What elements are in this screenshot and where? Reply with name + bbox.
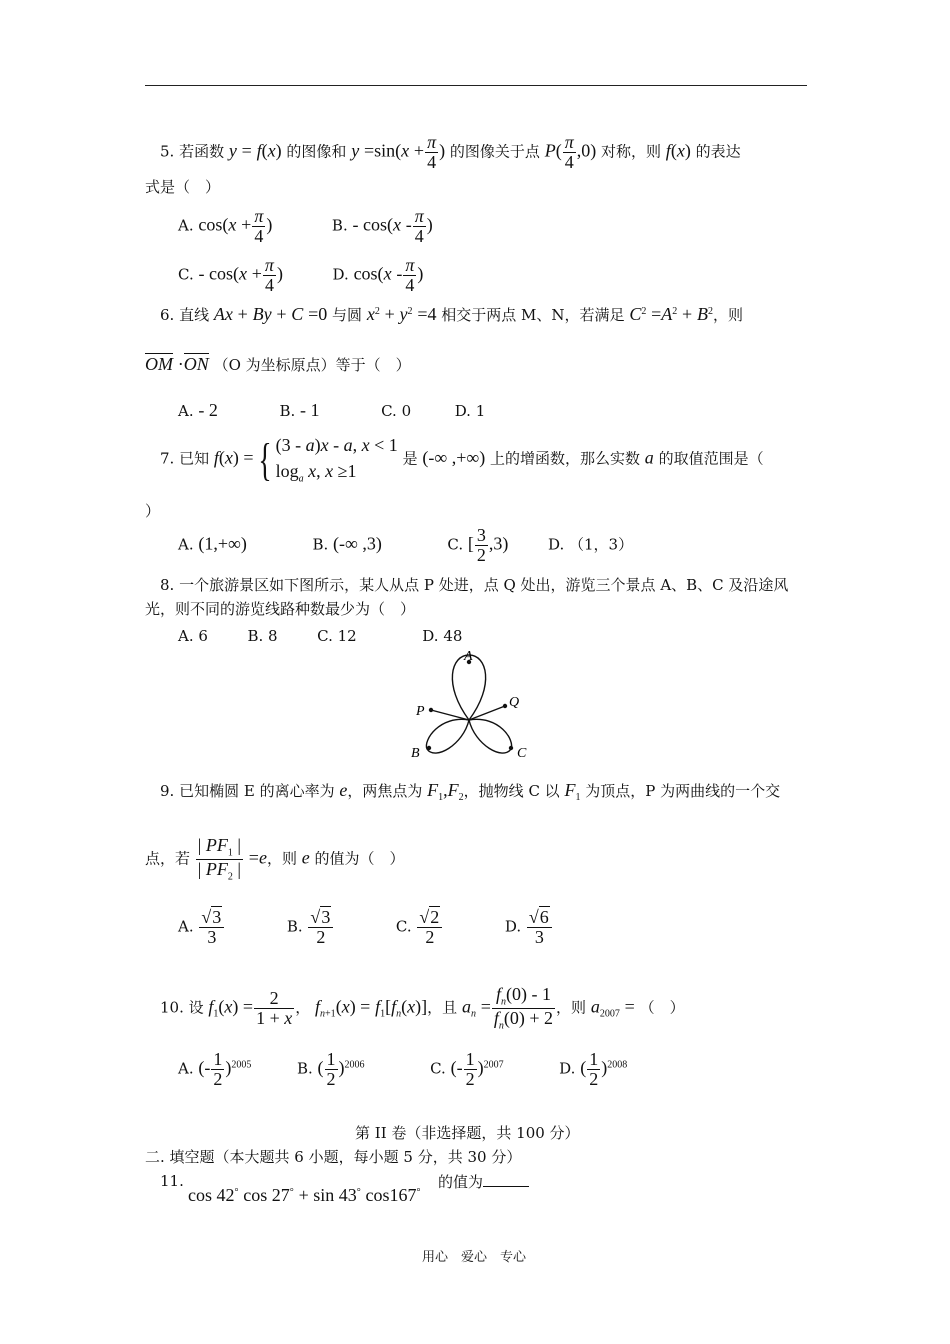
label-q: Q xyxy=(509,695,520,710)
option-c: C. 12 xyxy=(317,627,357,645)
section-2-title: 二. 填空题（本大题共 6 小题，每小题 5 分，共 30 分） xyxy=(145,1148,522,1166)
question-6-line-1: 6. 直线 Ax + By + C =0 与圆 $x^2 + y^2 =4$ 相交于两点 M、N，若满足 $C^2 =A^2 + B^2$，则 xyxy=(160,304,743,324)
option-d: D. xyxy=(332,265,349,284)
option-c: C. xyxy=(447,535,464,554)
label-p: P xyxy=(416,704,425,719)
question-9-line-1: 9. 已知椭圆 E 的离心率为 e，两焦点为 $F_1,F_2$，抛物线 C 以 $F_1$ 为顶点，P 为两曲线的一个交 xyxy=(160,780,781,803)
option-b: B. xyxy=(296,1059,313,1078)
question-9-options: A. $\frac{√3}{3}$ B. $\frac{√3}{2}$ C. $\frac{√2}{2}$ D. $\frac{√6}{3}$ xyxy=(178,908,553,947)
question-6-line-2: OM ·ON （O 为坐标原点）等于（ ） xyxy=(145,354,411,374)
option-d: D. xyxy=(504,917,522,936)
option-a: A. xyxy=(178,535,194,554)
question-10-line-1: 10. 设 $f_1(x)$ = $\frac{2}{1 + x}$ ， $f_{n+1}(x) = f_1[f_n(x)]$，且 $a_n$ = $\frac{f_n(0) - 1}{f_n(0) + 2}$ ，则 $a_{2007}$ = （ ） xyxy=(160,984,685,1032)
question-10-options: A. (- $\frac{1}{2}$ )$^{2005}$ B. ( $\frac{1}{2}$ )$^{2006}$ C. (- $\frac{1}{2}$ )$^{2007}$ D. ( $\frac{1}{2}$ )$^{2008}$ xyxy=(178,1049,628,1089)
question-5-line-1: 5. 若函数 y = f(x) 的图像和 y =sin(x + $\frac{\pi}{4}$ ) 的图像关于点 P( $\frac{\pi}{4}$ ,0) 对称，则 f(x) 的表达 xyxy=(160,132,741,172)
question-5-options-ab: A. cos(x + $\frac{\pi}{4}$ ) B. - cos(x - $\frac{\pi}{4}$ ) xyxy=(178,206,433,246)
answer-blank[interactable] xyxy=(483,1172,529,1187)
option-d: D. xyxy=(559,1059,576,1078)
question-5-line-2: 式是（ ） xyxy=(145,178,221,196)
label-c: C xyxy=(517,746,527,761)
label-a: A xyxy=(464,649,473,664)
option-d: D. （1，3） xyxy=(547,535,634,554)
tourist-route-figure xyxy=(405,645,545,765)
question-11-expression: cos 42° cos 27° + sin 43° cos167° xyxy=(188,1185,421,1205)
question-11-suffix: 的值为 xyxy=(438,1172,529,1191)
option-b: B. xyxy=(312,535,329,554)
option-a: A. xyxy=(178,917,194,936)
question-8-options xyxy=(178,627,462,645)
option-d: D. 1 xyxy=(454,402,486,420)
option-a: A. xyxy=(178,216,194,235)
option-b: B. xyxy=(331,216,348,235)
question-11: 11. xyxy=(160,1172,184,1190)
option-c: C. xyxy=(395,917,412,936)
option-d: D. 48 xyxy=(422,627,463,645)
page-footer: 用心 爱心 专心 xyxy=(422,1250,527,1265)
option-b: B. 8 xyxy=(247,627,278,645)
label-b: B xyxy=(411,746,420,761)
option-b: B. xyxy=(286,917,303,936)
option-c: C. xyxy=(430,1059,446,1078)
part-2-title: 第 II 卷（非选择题，共 100 分） xyxy=(355,1124,580,1142)
question-5-options-cd: C. - cos(x + $\frac{\pi}{4}$ ) D. cos(x - $\frac{\pi}{4}$ ) xyxy=(178,255,424,295)
question-6-options: A. - 2 B. - 1 C. 0 D. 1 xyxy=(178,400,486,420)
option-a: A. 6 xyxy=(178,627,208,645)
question-7-line-2: ） xyxy=(145,502,161,520)
question-7-options: A. (1,+∞) B. (-∞ ,3) C. [ $\frac{3}{2}$ ,3) D. （1，3） xyxy=(178,525,634,565)
header-rule xyxy=(145,85,807,86)
option-c: C. xyxy=(178,265,194,284)
question-9-line-2: 点，若 $\frac{| PF_1 |}{| PF_2 |}$ =e，则 e 的值为（ ） xyxy=(145,835,405,883)
question-8-line-2: 光，则不同的游览线路种数最少为（ ） xyxy=(145,600,416,618)
option-c: C. 0 xyxy=(381,402,412,420)
option-a: A. xyxy=(178,1059,194,1078)
option-b: B. xyxy=(279,402,296,420)
question-8-line-1: 8. 一个旅游景区如下图所示，某人从点 P 处进，点 Q 处出，游览三个景点 A、B、C 及沿途风 xyxy=(160,576,789,594)
option-a: A. xyxy=(178,402,194,420)
question-7-line-1: 7. 已知 f(x) ={ (3 - a)x - a, x < 1 $\log_a x$, x ≥1 是 (-∞ ,+∞) 上的增函数，那么实数 a 的取值范围是（ xyxy=(160,433,764,485)
